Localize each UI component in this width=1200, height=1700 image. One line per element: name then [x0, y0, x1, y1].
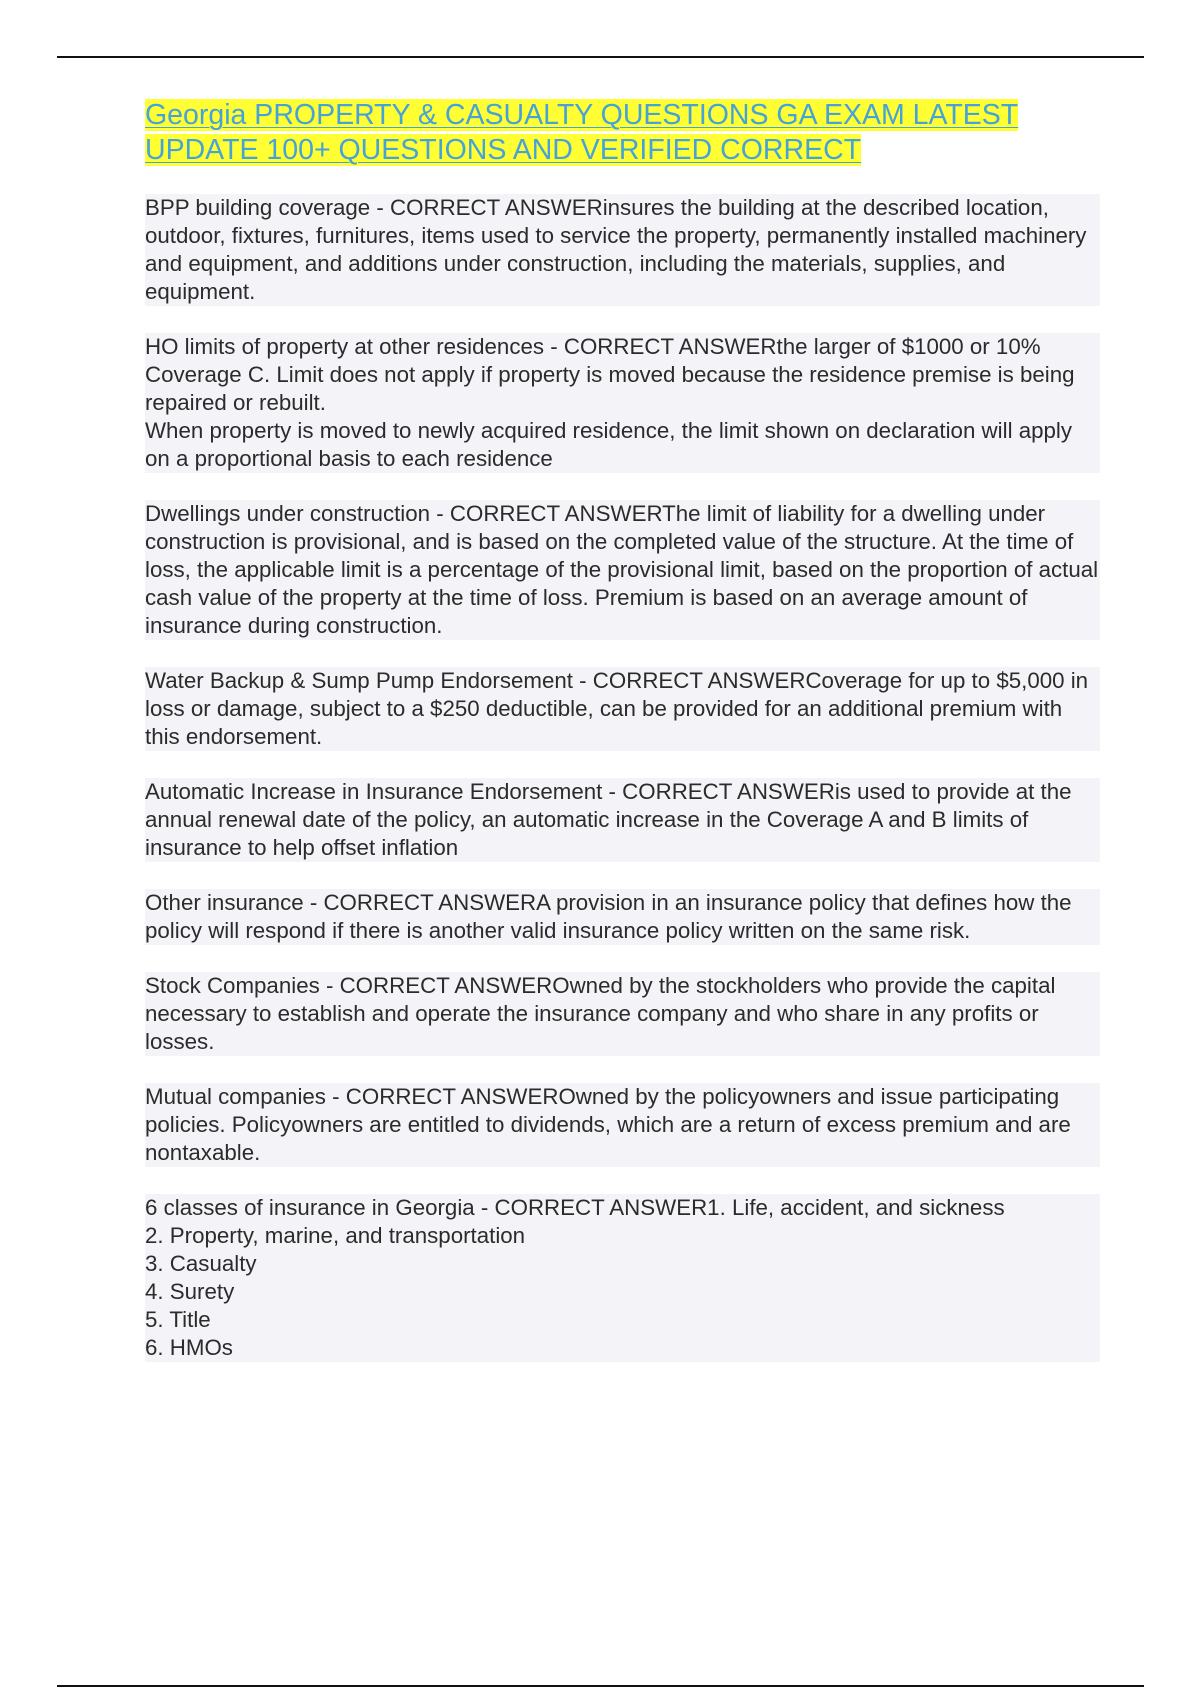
qa-separator: - CORRECT ANSWER [370, 195, 603, 220]
qa-separator: - CORRECT ANSWER [474, 1195, 708, 1220]
qa-answer: The limit of liability for a dwelling under construction is provisional, and is based on the completed value of the structure. At the time of loss, the applicable limit is a percentage of the provisional limit, based on the proportion of actual cash value of the property at the time of loss. Premium is based on an average amount of insurance during construction. [145, 501, 1099, 638]
qa-text [145, 194, 1100, 306]
qa-question: Automatic Increase in Insurance Endorsement [145, 779, 603, 804]
top-rule [57, 56, 1144, 58]
qa-question: HO limits of property at other residences [145, 334, 545, 359]
qa-answer-continued: When property is moved to newly acquired residence, the limit shown on declaration will apply on a proportional basis to each residence [145, 418, 1073, 471]
qa-separator: - CORRECT ANSWER [572, 668, 806, 693]
qa-question: Other insurance [145, 890, 304, 915]
qa-entry [145, 1083, 1100, 1167]
qa-question: Stock Companies [145, 973, 320, 998]
class-list-item: 5. Title [145, 1307, 211, 1332]
qa-separator: - CORRECT ANSWER [303, 890, 537, 915]
qa-text [145, 333, 1100, 473]
qa-text [145, 889, 1100, 945]
qa-entry [145, 333, 1100, 473]
qa-entry [145, 889, 1100, 945]
class-list-item: 4. Surety [145, 1279, 235, 1304]
qa-text [145, 778, 1100, 862]
qa-separator: - CORRECT ANSWER [325, 1084, 559, 1109]
class-list-item: 2. Property, marine, and transportation [145, 1223, 526, 1248]
document-body [145, 98, 1100, 1389]
qa-answer: A provision in an insurance policy that defines how the policy will respond if there is another valid insurance policy written on the same risk. [145, 890, 1072, 943]
qa-question: 6 classes of insurance in Georgia [145, 1195, 475, 1220]
qa-question: BPP building coverage [145, 195, 371, 220]
qa-question: Water Backup & Sump Pump Endorsement [145, 668, 573, 693]
qa-answer: Owned by the stockholders who provide the capital necessary to establish and operate the insurance company and who share in any profits or losses. [145, 973, 1056, 1054]
qa-answer: insures the building at the described location, outdoor, fixtures, furnitures, items used to service the property, permanently installed machinery and equipment, and additions under construction, including the materials, supplies, and equipment. [145, 195, 1087, 304]
qa-entry [145, 500, 1100, 640]
qa-entry-insurance-classes [145, 1194, 1100, 1362]
qa-separator: - CORRECT ANSWER [319, 973, 553, 998]
class-list-item: 1. Life, accident, and sickness [707, 1195, 1005, 1220]
qa-answer: Owned by the policyowners and issue participating policies. Policyowners are entitled to dividends, which are a return of excess premium and are nontaxable. [145, 1084, 1071, 1165]
qa-answer: is used to provide at the annual renewal date of the policy, an automatic increase in the Coverage A and B limits of insurance to help offset inflation [145, 779, 1072, 860]
qa-entry [145, 778, 1100, 862]
qa-text [145, 1083, 1100, 1167]
qa-question: Mutual companies [145, 1084, 326, 1109]
bottom-rule [57, 1685, 1144, 1687]
qa-answer: the larger of $1000 or 10% Coverage C. Limit does not apply if property is moved because the residence premise is being repaired or rebuilt. [145, 334, 1075, 415]
qa-text [145, 1194, 1100, 1362]
document-title [145, 98, 1100, 168]
qa-question: Dwellings under construction [145, 501, 431, 526]
qa-separator: - CORRECT ANSWER [430, 501, 663, 526]
class-list-item: 6. HMOs [145, 1335, 233, 1360]
qa-text [145, 667, 1100, 751]
qa-separator: - CORRECT ANSWER [602, 779, 835, 804]
qa-text [145, 500, 1100, 640]
qa-text [145, 972, 1100, 1056]
qa-answer: Coverage for up to $5,000 in loss or damage, subject to a $250 deductible, can be provided for an additional premium with this endorsement. [145, 668, 1089, 749]
class-list-item: 3. Casualty [145, 1251, 257, 1276]
qa-entry [145, 667, 1100, 751]
document-title-text: Georgia PROPERTY & CASUALTY QUESTIONS GA EXAM LATEST UPDATE 100+ QUESTIONS AND VERIFIED CORRECT [145, 99, 1019, 166]
qa-entry [145, 972, 1100, 1056]
qa-entry [145, 194, 1100, 306]
qa-separator: - CORRECT ANSWER [544, 334, 777, 359]
